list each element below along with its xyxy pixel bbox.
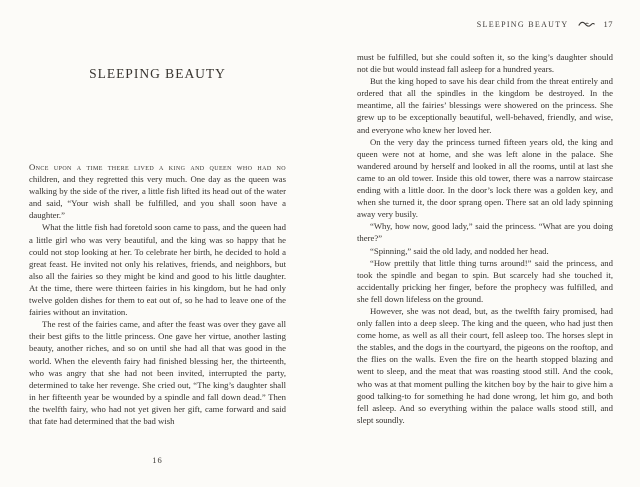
running-header [357,19,613,29]
running-header-title: SLEEPING BEAUTY [476,19,569,29]
right-page [357,0,613,487]
left-page [29,0,286,487]
chapter-title: SLEEPING BEAUTY [89,66,226,81]
opening-small-caps: Once upon a time there lived a king and queen who had no [29,162,286,172]
fleuron-ornament-icon [578,20,595,28]
paragraph: must be fulfilled, but she could soften it, so the king’s daughter should not die but would instead fall asleep for a hundred years. [357,52,613,75]
paragraph: What the little fish had foretold soon came to pass, and the queen had a little girl who was very beautiful, and the king was so happy that he could not stop looking at her. To celebrate her birth, he decided to hold a great feast. He invited not only his relatives, friends, and neighbors, but also all the fairies so they might be kind and good to his little daughter. At the time, there were thirteen fairies in his kingdom, but he had only twelve golden dishes for them to eat out of, so he had to leave one of the fairies without an invitation. [29,222,286,318]
opening-paragraph [29,161,286,221]
paragraph: On the very day the princess turned fifteen years old, the king and queen were not at home, and she was left alone in the palace. She wandered around by herself and looked in all the rooms, until at last she came to an old tower. Inside this old tower, there was a narrow staircase ending with a little door. In the door’s lock there was a golden key, and when she turned it, the door sprang open. There sat an old lady spinning away very busily. [357,136,613,220]
left-page-body [29,161,286,427]
opening-paragraph-text: children, and they regretted this very much. One day as the queen was walking by the side of the river, a little fish lifted its head out of the water and said, “Your wish shall be fulfilled, and you shall soon have a daughter.” [29,174,286,221]
page-number-right: 17 [603,19,613,29]
paragraph: “How prettily that little thing turns around!” said the princess, and took the spindle and began to spin. But scarcely had she touched it, accidentally pricking her finger, before the prophecy was fulfilled, and she fell down lifeless on the ground. [357,257,613,304]
right-page-body [357,51,613,426]
paragraph: The rest of the fairies came, and after the feast was over they gave all their best gifts to the little princess. One gave her virtue, another lasting beauty, another riches, and so on until she had all that was good in the world. When the eleventh fairy had finished blessing her, the thirteenth, who was angry that she had not been invited, interrupted the party, determined to take her revenge. She cried out, “The king’s daughter shall in her fifteenth year be wounded by a spindle and fall down dead.” Then the twelfth fairy, who had not yet given her gift, came forward and said that fate had determined that the bad wish [29,319,286,426]
paragraph: “Why, how now, good lady,” said the princess. “What are you doing there?” [357,221,613,244]
paragraph: “Spinning,” said the old lady, and nodded her head. [370,245,549,256]
paragraph: However, she was not dead, but, as the twelfth fairy promised, had only fallen into a deep sleep. The king and the queen, who had just then come home, as well as all their court, fell asleep too. The horses slept in the stables, and the dogs in the courtyard, the pigeons on the rooftop, and the flies on the walls. Even the fire on the hearth stopped blazing and went to sleep, and the meat that was roasting stood still. And the cook, who was at that moment pulling the kitchen boy by the hair to give him a good talking-to for something he had done wrong, let him go, and both fell asleep. And so everything within the palace walls stood still, and slept soundly. [357,305,613,425]
paragraph: But the king hoped to save his dear child from the threat entirely and ordered that all the spindles in the kingdom be destroyed. In the meantime, all the fairies’ blessings were showered on the princess. She grew up to be exceptionally beautiful, well-behaved, friendly, and wise, and everyone who knew her loved her. [357,76,613,135]
page-number-left: 16 [152,455,163,465]
